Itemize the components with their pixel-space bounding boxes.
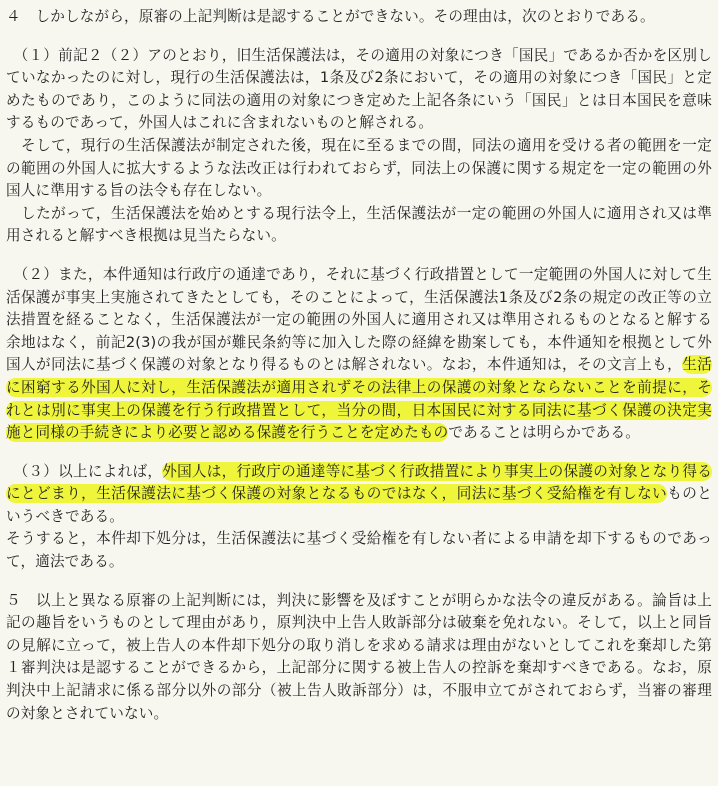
paragraph-gap <box>6 445 712 461</box>
subsection-2-text: （２）また，本件通知は行政庁の通達であり，それに基づく行政措置として一定範囲の外国人に対して生活保護が事実上実施されてきたとしても，そのことによって，生活保護法1条及び2条の規定の改正等の立法措置を経ることなく，生活保護法が一定の範囲の外国人に適用され又は準用されるものとなると解する余地はなく，前記2(3)の我が国が難民条約等に加入した際の経緯を勘案しても，本件通知を根拠として外国人が同法に基づく保護の対象となり得るものとは解されない。なお，本件通知は，その文言上も， <box>6 265 712 374</box>
subsection-3-text: （３）以上によれば， <box>6 462 163 480</box>
highlighted-passage: 外国人は，行政庁の通達等に基づく行政措置により事実上の保護の対象となり得るにとどまり，生活保護法に基づく保護の対象となるものではなく，同法に基づく受給権を有しない <box>6 462 712 503</box>
paragraph-gap <box>6 248 712 264</box>
section-4-paragraph: ４ しかしながら，原審の上記判断は是認することができない。その理由は，次のとおりである。 <box>6 8 655 25</box>
highlighted-passage: 生活に困窮する外国人に対し，生活保護法が適用されずその法律上の保護の対象とならないことを前提に，それとは別に事実上の保護を行う行政措置として，当分の間，日本国民に対する同法に基づく保護の決定実施と同様の手続きにより必要と認める保護を行うことを定めたもの <box>6 356 712 442</box>
section-5-paragraph: ５ 以上と異なる原審の上記判断には，判決に影響を及ぼすことが明らかな法令の違反がある。論旨は上記の趣旨をいうものとして理由があり，原判決中上告人敗訴部分は破棄を免れない。そして，以上と同旨の見解に立って，被上告人の本件却下処分の取り消しを求める請求は理由がないとしてこれを棄却した第１審判決は是認することができるから，上記部分に関する被上告人の控訴を棄却すべきである。なお，原判決中上記請求に係る部分以外の部分（被上告人敗訴部分）は，不服申立てがされておらず，当審の審理の対象とされていない。 <box>6 591 712 722</box>
paragraph-gap <box>6 29 712 45</box>
subsection-1-paragraph-3: したがって，生活保護法を始めとする現行法令上，生活保護法が一定の範囲の外国人に適用され又は準用されると解すべき根拠は見当たらない。 <box>6 204 712 245</box>
subsection-3-paragraph-2: そうすると，本件却下処分は，生活保護法に基づく受給権を有しない者による申請を却下するものであって，適法である。 <box>6 530 712 571</box>
paragraph-gap <box>6 574 712 590</box>
subsection-1-paragraph-2: そして，現行の生活保護法が制定された後，現在に至るまでの間，同法の適用を受ける者の範囲を一定の範囲の外国人に拡大するような法改正は行われておらず，同法上の保護に関する規定を一定の範囲の外国人に準用する旨の法令も存在しない。 <box>6 136 712 200</box>
subsection-1-paragraph: （１）前記２（２）アのとおり，旧生活保護法は，その適用の対象につき「国民」であるか否かを区別していなかったのに対し，現行の生活保護法は，1条及び2条において，その適用の対象につき「国民」と定めたものであり，このように同法の適用の対象につき定めた上記各条にいう「国民」とは日本国民を意味するものであって，外国人はこれに含まれないものと解される。 <box>6 46 712 132</box>
subsection-3-text-end: ものというべきである。 <box>6 485 712 525</box>
subsection-2-text-end: であることは明らかである。 <box>448 424 640 442</box>
subsection-3-paragraph <box>6 461 712 529</box>
subsection-2-paragraph <box>6 264 712 445</box>
